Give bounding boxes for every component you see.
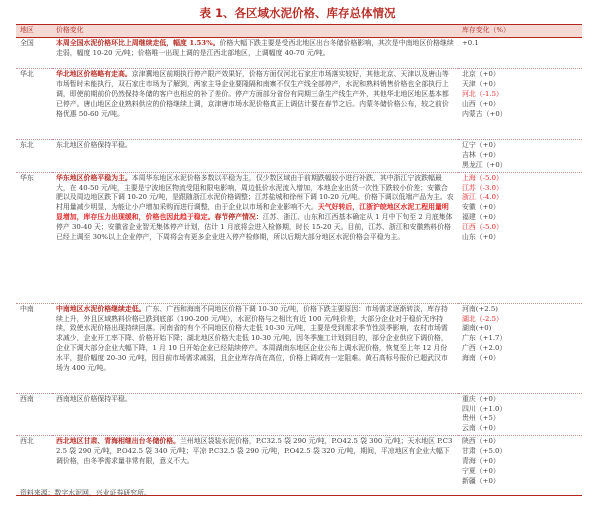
table-row [16,68,582,139]
inventory-change-cell [458,436,582,496]
detail-text: 西南地区价格保持平稳。 [56,394,132,403]
inventory-change-item: 甘肃（+5.0） [462,447,507,456]
inventory-change-item: 新疆（+0） [462,476,500,485]
region-cell: 华东 [16,172,52,303]
inventory-change-item: 内蒙古（+0） [462,109,507,118]
inventory-change-item: 河北（-1.5） [462,89,503,98]
inventory-change-item: 北京（+0） [462,69,500,78]
inventory-change-item: 宁夏（+0） [462,466,500,475]
table-body [16,37,582,495]
table-header-row [16,25,582,38]
region-cell: 中南 [16,303,52,393]
table-row [16,172,582,303]
inventory-change-item: 辽宁（+0） [462,140,500,149]
inventory-change-item: 湖北（-2.5） [462,314,503,323]
inventory-change-item: 云南（+0） [462,424,500,433]
region-cell: 东北 [16,139,52,172]
inventory-change-item: 广东（+1.7） [462,334,507,343]
detail-text: 东北地区价格保持平稳。 [56,140,132,149]
region-cell: 西南 [16,393,52,436]
inventory-change-item: 江苏（-3.0） [462,183,503,192]
inventory-change-item: 山东（+0） [462,233,500,242]
detail-text: 广东、广西和海南不同地区价格下调 10-30 元/吨，价格下跌主要原因：市场需求逐渐转淡，库存持续上升，外且区域熟料价格已跌到底部（190-200 元/吨），水泥价格与之相比有近 100 元/吨价差，大部分企业对于稳价无序持续，致使水泥价格出现持续回落。河南省的有个不同地区价格大走低 10-30 元/吨，主要是受到需求季节性淡季影响，农村市场需求减少，企业开工率下降、价格开始下降；湖北地区价格大走低 10-30 元/吨，因冬季施工计划到目的，部分企业供应下调价格，企业下调大部分企业大幅下降，1 月 10 日开始企业已经陆续停产。本周湖南东地区企业公布上调水泥价格，恢复至上年 12 月份水平，提价幅度 20-30 元/吨，因目前市场需求减弱，且企业库存尚在高位，价格上调或有一定阻难。黄石高标号报价已超武汉市场为 400 元/吨。 [56,304,448,373]
table-title: 表 1、各区域水泥价格、库存总体情况 [199,6,396,20]
summary-text: 西北地区甘肃、青海相继出台冬储价格。 [56,437,181,446]
region-price-table [16,24,582,496]
inventory-change-item: 河南(+2.5) [462,304,498,313]
summary-text: 华东地区价格平稳为主。 [56,173,132,182]
price-change-cell [52,139,458,172]
inventory-change-item: 青海（+0） [462,457,500,466]
inventory-change-cell [458,393,582,436]
inventory-change-item: +0.1 [462,38,479,47]
inventory-change-cell [458,172,582,303]
detail-text: 京津冀地区前期执行停产限产效果好，价格方面仅河北石家庄市场落实较好，其他北京、天津以及唐山等市场暂时未能执行，双石家庄市场为了解到，两家主导企业要隆隔和南寨不仅生产线全部停产，水泥和熟料销售价格也全部执行上调，即使前期前价仍然保持冬储的客户也相应的补了差价。停产方面部分省份有同期三条生产线生产外，其他华北地区地区基本都已停产。唐山地区企业熟料供应的价格继续上调，京津唐市场水泥价格真正上调估计要在春节之后。内蒙冬储价格公布，较之前价格优惠 50-60 元/吨。 [56,69,449,118]
inventory-change-cell [458,68,582,139]
region-cell: 华北 [16,68,52,139]
inventory-change-cell [458,37,582,68]
inventory-change-item: 吉林（+0） [462,150,500,159]
header-region: 地区 [16,25,52,38]
inventory-change-cell [458,303,582,393]
inventory-change-item: 湖南(+0) [462,324,492,333]
region-cell: 全国 [16,37,52,68]
inventory-change-item: 四川（+1.0） [462,404,507,413]
inventory-change-item: 贵州（+5） [462,414,500,423]
summary-text: 本周全国水泥价格环比上周继续走低，幅度 1.53%。 [56,38,220,47]
detail-text: 江苏、浙江、山东和江西基本确定从 1 月中下旬至 2 月底集体停产 30-40 天；安徽省企业智无集体停产计划，估计 1 月底将会进入检修期，时长 15-20 天。目前，江苏、浙江和安徽熟料价格已经上调至 30%以上企业停产，下周将会有更多企业进入停产检修期，所以后期大部分地区水泥价格会平稳为主。 [56,213,453,242]
header-inventory-change: 库存变化（%） [458,25,582,38]
price-change-cell [52,393,458,436]
summary-text: 中南地区水泥价格继续走低。 [56,304,146,313]
inventory-change-item: 天津（+0） [462,79,500,88]
inventory-change-item: 福建（+0） [462,213,500,222]
price-change-cell [52,37,458,68]
inventory-change-item: 浙江（-4.0） [462,193,503,202]
inventory-change-item: 重庆（+0） [462,394,500,403]
price-change-cell [52,303,458,393]
inventory-change-item: 山西（+0） [462,99,500,108]
price-change-cell [52,172,458,303]
inventory-change-item: 陕西（+0） [462,437,500,446]
table-row [16,139,582,172]
summary-text: 春节停产情况： [214,213,263,222]
inventory-change-item: 上海（-5.0） [462,173,503,182]
highlight-text: 天气好转后，江浙沪皖地区水泥工程用量明显增加，库存压力出现缓和，价格也因此趋于稳定。 [56,203,449,222]
inventory-change-item: 安徽（+0） [462,203,500,212]
header-price-change: 价格变化 [52,25,458,38]
detail-text: 价格大幅下跌主要是受西北地区出台冬储价格影响，其次是中南地区价格继续走弱，幅度 10-20 元/吨；价格唯一出现上调的是江西北部地区，上调幅度 40-70 元/吨。 [56,38,454,57]
table-row [16,37,582,68]
detail-text: 本周华东地区水泥价格多数以平稳为主，仅少数区域由于前期跌幅较小进行补跌，其中浙江宁波跌幅最大，在 40-50 元/吨，主要是宁波地区物流受阻和限电影响，周边低价水泥流入增加，本地企业出货一次性下跌较小价差；安徽合肥以及周边地区跌下调 10-20 元/吨，是跟随浙江水泥价格调整；江苏盐城和徐州下调 10-20 元/吨。价格下调以低端产品为主。农村用量减少明显，为能让小户增加采购而进行调整，由于企业以市场和企业影响不大。 [56,173,454,212]
detail-text: 兰州地区袋装水泥价格，P.C32.5 袋 290 元/吨，P.O42.5 袋 300 元/吨；天水地区 P.C32.5 袋 290 元/吨，P.O42.5 袋 340 元/吨；平凉 P.C32.5 袋 290 元/吨，P.O42.5 袋 320 元/吨，期间，平凉地区有企业大幅下调价格，由冬季需求量非常有限，意义不大。 [56,437,453,466]
inventory-change-item: 广西（+2.0） [462,344,507,353]
region-cell: 西北 [16,436,52,496]
summary-text: 华北地区价格略有走高。 [56,69,132,78]
inventory-change-item: 江西（-5.0） [462,223,503,232]
table-row [16,393,582,436]
source-note: 资料来源：数字水泥网，兴业证券研究所。 [20,489,151,497]
price-change-cell [52,68,458,139]
table-row [16,303,582,393]
inventory-change-cell [458,139,582,172]
inventory-change-item: 海南（+0） [462,354,500,363]
inventory-change-item: 黑龙江（+0） [462,160,507,169]
